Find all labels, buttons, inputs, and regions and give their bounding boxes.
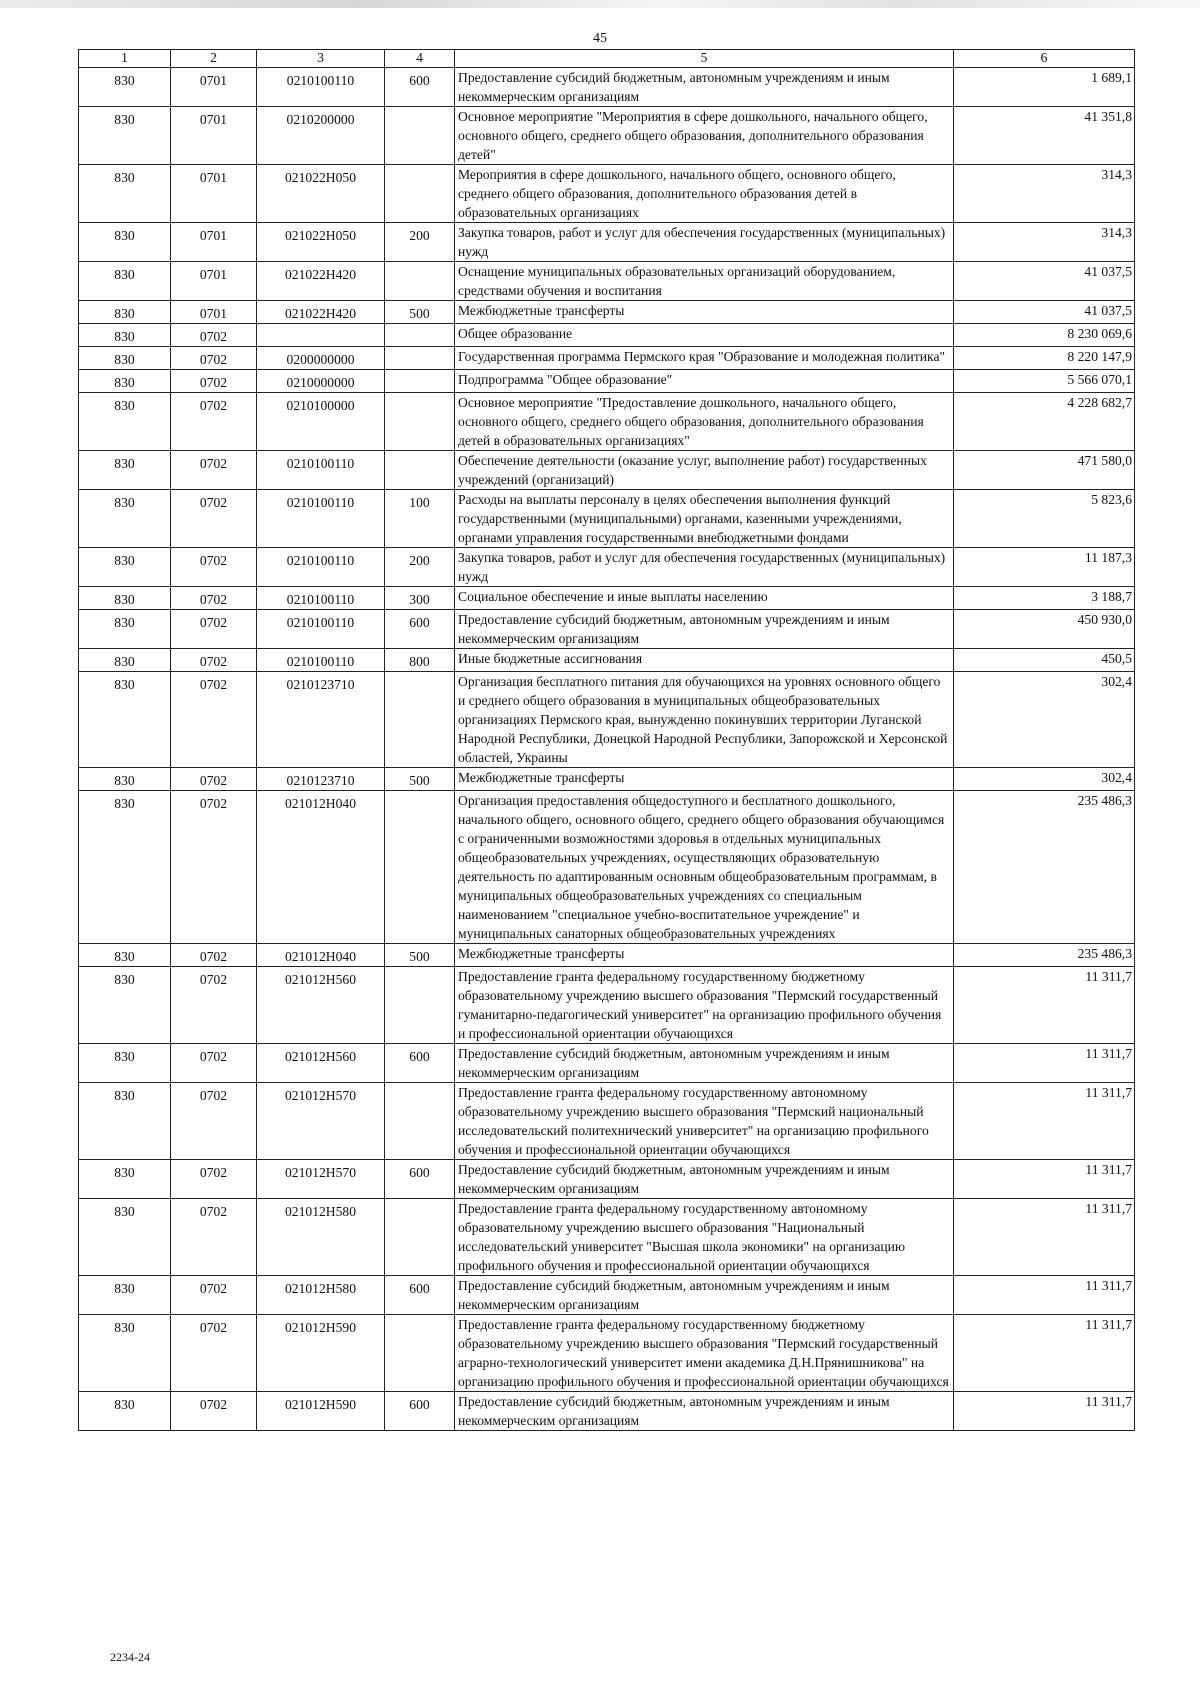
cell-target-article: 021022Н050 [257,223,385,262]
cell-description: Мероприятия в сфере дошкольного, начального общего, основного общего, среднего общего образования, дополнительного образования детей в образовательных организациях [455,165,954,223]
cell-expense-type: 600 [385,1276,455,1315]
cell-section-code: 0702 [171,393,257,451]
table-row [79,944,1135,967]
cell-section-code: 0702 [171,324,257,347]
cell-description: Предоставление гранта федеральному государственному бюджетному образовательному учреждению высшего образования "Пермский государственный аграрно-технологический университет имени академика Д.Н.Прянишникова" на организацию профильного обучения и профессиональной ориентации обучающихся [455,1315,954,1392]
cell-ministry-code: 830 [79,490,171,548]
cell-amount: 471 580,0 [954,451,1135,490]
table-row [79,649,1135,672]
cell-target-article: 021022Н420 [257,262,385,301]
cell-ministry-code: 830 [79,967,171,1044]
cell-section-code: 0702 [171,768,257,791]
header-col-5: 5 [455,50,954,68]
cell-description: Предоставление гранта федеральному государственному автономному образовательному учреждению высшего образования "Национальный исследовательский университет "Высшая школа экономики" на организацию профильного обучения и профессиональной ориентации обучающихся [455,1199,954,1276]
table-row [79,347,1135,370]
footer-code: 2234-24 [110,1650,150,1664]
cell-description: Предоставление гранта федеральному государственному бюджетному образовательному учреждению высшего образования "Пермский государственный гуманитарно-педагогический университет" на организацию профильного обучения и профессиональной ориентации обучающихся [455,967,954,1044]
cell-expense-type [385,347,455,370]
cell-section-code: 0702 [171,451,257,490]
table-row [79,107,1135,165]
cell-ministry-code: 830 [79,347,171,370]
cell-amount: 302,4 [954,672,1135,768]
cell-expense-type [385,165,455,223]
table-row [79,393,1135,451]
cell-expense-type: 300 [385,587,455,610]
cell-target-article: 021012Н040 [257,944,385,967]
cell-description: Основное мероприятие "Предоставление дошкольного, начального общего, основного общего, среднего общего образования, дополнительного образования детей в образовательных организациях" [455,393,954,451]
cell-section-code: 0702 [171,944,257,967]
cell-amount: 11 311,7 [954,1315,1135,1392]
cell-target-article: 0210100110 [257,610,385,649]
cell-amount: 11 311,7 [954,1276,1135,1315]
cell-expense-type [385,672,455,768]
cell-description: Оснащение муниципальных образовательных организаций оборудованием, средствами обучения и воспитания [455,262,954,301]
table-row [79,967,1135,1044]
cell-description: Основное мероприятие "Мероприятия в сфере дошкольного, начального общего, основного общего, среднего общего образования, дополнительного образования детей" [455,107,954,165]
header-row [79,50,1135,68]
table-row [79,370,1135,393]
cell-amount: 8 220 147,9 [954,347,1135,370]
cell-ministry-code: 830 [79,548,171,587]
table-row [79,587,1135,610]
cell-target-article [257,324,385,347]
cell-target-article: 021012Н580 [257,1276,385,1315]
cell-ministry-code: 830 [79,451,171,490]
cell-amount: 235 486,3 [954,944,1135,967]
cell-ministry-code: 830 [79,1276,171,1315]
cell-section-code: 0702 [171,1160,257,1199]
cell-ministry-code: 830 [79,1199,171,1276]
header-col-3: 3 [257,50,385,68]
cell-description: Закупка товаров, работ и услуг для обеспечения государственных (муниципальных) нужд [455,548,954,587]
cell-target-article: 0210100110 [257,451,385,490]
cell-target-article: 021012Н560 [257,967,385,1044]
cell-target-article: 021012Н580 [257,1199,385,1276]
cell-section-code: 0702 [171,1315,257,1392]
cell-section-code: 0702 [171,1276,257,1315]
cell-ministry-code: 830 [79,393,171,451]
cell-section-code: 0702 [171,649,257,672]
table-row [79,1392,1135,1431]
table-row [79,1276,1135,1315]
cell-target-article: 021012Н570 [257,1160,385,1199]
cell-target-article: 0210100110 [257,548,385,587]
cell-amount: 450 930,0 [954,610,1135,649]
table-row [79,451,1135,490]
table-row [79,1083,1135,1160]
cell-expense-type: 800 [385,649,455,672]
header-col-4: 4 [385,50,455,68]
cell-ministry-code: 830 [79,1160,171,1199]
cell-ministry-code: 830 [79,768,171,791]
cell-ministry-code: 830 [79,1315,171,1392]
cell-section-code: 0702 [171,587,257,610]
cell-description: Предоставление субсидий бюджетным, автономным учреждениям и иным некоммерческим организациям [455,1276,954,1315]
cell-section-code: 0701 [171,301,257,324]
cell-target-article: 0210100000 [257,393,385,451]
cell-target-article: 0210123710 [257,672,385,768]
cell-amount: 11 311,7 [954,1044,1135,1083]
table-row [79,791,1135,944]
cell-target-article: 021022Н050 [257,165,385,223]
cell-ministry-code: 830 [79,370,171,393]
cell-section-code: 0702 [171,548,257,587]
cell-description: Общее образование [455,324,954,347]
cell-expense-type [385,370,455,393]
cell-amount: 8 230 069,6 [954,324,1135,347]
cell-ministry-code: 830 [79,1044,171,1083]
cell-expense-type: 100 [385,490,455,548]
cell-description: Предоставление субсидий бюджетным, автономным учреждениям и иным некоммерческим организациям [455,1160,954,1199]
cell-expense-type [385,1083,455,1160]
cell-target-article: 0210000000 [257,370,385,393]
header-col-1: 1 [79,50,171,68]
table-row [79,1199,1135,1276]
table-row [79,1160,1135,1199]
cell-description: Предоставление субсидий бюджетным, автономным учреждениям и иным некоммерческим организациям [455,1044,954,1083]
cell-description: Обеспечение деятельности (оказание услуг, выполнение работ) государственных учреждений (организаций) [455,451,954,490]
cell-description: Расходы на выплаты персоналу в целях обеспечения выполнения функций государственными (муниципальными) органами, казенными учреждениями, органами управления государственными внебюджетными фондами [455,490,954,548]
cell-target-article: 021012Н570 [257,1083,385,1160]
cell-amount: 314,3 [954,223,1135,262]
cell-ministry-code: 830 [79,791,171,944]
cell-description: Закупка товаров, работ и услуг для обеспечения государственных (муниципальных) нужд [455,223,954,262]
cell-amount: 11 311,7 [954,1392,1135,1431]
table-row [79,324,1135,347]
table-row [79,548,1135,587]
cell-target-article: 021022Н420 [257,301,385,324]
cell-ministry-code: 830 [79,672,171,768]
cell-expense-type [385,451,455,490]
cell-section-code: 0702 [171,370,257,393]
cell-expense-type [385,967,455,1044]
cell-target-article: 0210200000 [257,107,385,165]
table-row [79,610,1135,649]
table-row [79,672,1135,768]
cell-target-article: 0210123710 [257,768,385,791]
cell-amount: 314,3 [954,165,1135,223]
cell-expense-type: 200 [385,223,455,262]
cell-ministry-code: 830 [79,165,171,223]
cell-section-code: 0702 [171,1392,257,1431]
cell-expense-type: 600 [385,1392,455,1431]
cell-description: Организация бесплатного питания для обучающихся на уровнях основного общего и среднего общего образования в муниципальных общеобразовательных организациях Пермского края, вынужденно покинувших территории Луганской Народной Республики, Донецкой Народной Республики, Запорожской и Херсонской областей, Украины [455,672,954,768]
table-row [79,1315,1135,1392]
table-row [79,301,1135,324]
table-body [79,68,1135,1431]
cell-description: Предоставление гранта федеральному государственному автономному образовательному учреждению высшего образования "Пермский национальный исследовательский политехнический университет" на организацию профильного обучения и профессиональной ориентации обучающихся [455,1083,954,1160]
cell-section-code: 0701 [171,262,257,301]
budget-table-container [78,49,1134,1431]
cell-ministry-code: 830 [79,649,171,672]
cell-description: Межбюджетные трансферты [455,944,954,967]
cell-description: Государственная программа Пермского края "Образование и молодежная политика" [455,347,954,370]
cell-section-code: 0702 [171,347,257,370]
cell-ministry-code: 830 [79,944,171,967]
table-row [79,1044,1135,1083]
cell-expense-type [385,393,455,451]
cell-amount: 3 188,7 [954,587,1135,610]
cell-amount: 41 037,5 [954,262,1135,301]
cell-amount: 1 689,1 [954,68,1135,107]
cell-ministry-code: 830 [79,301,171,324]
cell-target-article: 0200000000 [257,347,385,370]
cell-expense-type [385,324,455,347]
cell-section-code: 0702 [171,490,257,548]
table-row [79,68,1135,107]
cell-expense-type [385,262,455,301]
cell-target-article: 0210100110 [257,490,385,548]
cell-amount: 11 311,7 [954,1199,1135,1276]
table-row [79,768,1135,791]
cell-amount: 11 187,3 [954,548,1135,587]
cell-expense-type: 200 [385,548,455,587]
cell-expense-type: 600 [385,68,455,107]
cell-section-code: 0702 [171,1044,257,1083]
header-col-6: 6 [954,50,1135,68]
cell-section-code: 0702 [171,967,257,1044]
cell-amount: 41 037,5 [954,301,1135,324]
cell-expense-type: 500 [385,944,455,967]
scan-edge [0,0,1200,8]
cell-section-code: 0701 [171,165,257,223]
cell-amount: 302,4 [954,768,1135,791]
cell-expense-type: 500 [385,768,455,791]
cell-target-article: 0210100110 [257,649,385,672]
cell-amount: 450,5 [954,649,1135,672]
cell-target-article: 021012Н590 [257,1392,385,1431]
cell-section-code: 0701 [171,68,257,107]
cell-expense-type: 600 [385,610,455,649]
cell-ministry-code: 830 [79,262,171,301]
cell-ministry-code: 830 [79,1392,171,1431]
cell-expense-type [385,1199,455,1276]
table-row [79,165,1135,223]
cell-ministry-code: 830 [79,587,171,610]
cell-ministry-code: 830 [79,610,171,649]
cell-section-code: 0702 [171,1083,257,1160]
cell-amount: 5 566 070,1 [954,370,1135,393]
cell-expense-type: 600 [385,1044,455,1083]
cell-expense-type [385,791,455,944]
cell-ministry-code: 830 [79,1083,171,1160]
cell-expense-type [385,1315,455,1392]
cell-ministry-code: 830 [79,324,171,347]
header-col-2: 2 [171,50,257,68]
cell-description: Предоставление субсидий бюджетным, автономным учреждениям и иным некоммерческим организациям [455,610,954,649]
cell-amount: 11 311,7 [954,967,1135,1044]
cell-description: Иные бюджетные ассигнования [455,649,954,672]
cell-section-code: 0702 [171,1199,257,1276]
cell-description: Предоставление субсидий бюджетным, автономным учреждениям и иным некоммерческим организациям [455,68,954,107]
page-number: 45 [593,31,607,46]
cell-description: Межбюджетные трансферты [455,301,954,324]
cell-description: Предоставление субсидий бюджетным, автономным учреждениям и иным некоммерческим организациям [455,1392,954,1431]
table-row [79,262,1135,301]
table-row [79,490,1135,548]
cell-amount: 11 311,7 [954,1160,1135,1199]
cell-target-article: 021012Н040 [257,791,385,944]
cell-expense-type [385,107,455,165]
cell-section-code: 0702 [171,672,257,768]
cell-ministry-code: 830 [79,68,171,107]
cell-amount: 4 228 682,7 [954,393,1135,451]
cell-description: Подпрограмма "Общее образование" [455,370,954,393]
cell-section-code: 0701 [171,223,257,262]
cell-target-article: 0210100110 [257,68,385,107]
cell-section-code: 0702 [171,610,257,649]
cell-description: Социальное обеспечение и иные выплаты населению [455,587,954,610]
cell-target-article: 021012Н590 [257,1315,385,1392]
cell-section-code: 0701 [171,107,257,165]
cell-target-article: 021012Н560 [257,1044,385,1083]
table-row [79,223,1135,262]
cell-section-code: 0702 [171,791,257,944]
cell-description: Организация предоставления общедоступного и бесплатного дошкольного, начального общего, основного общего, среднего общего образования обучающимся с ограниченными возможностями здоровья в отдельных муниципальных общеобразовательных учреждениях, осуществляющих образовательную деятельность по адаптированным основным общеобразовательным программам, в муниципальных общеобразовательных учреждениях со специальным наименованием "специальное учебно-воспитательное учреждение" и муниципальных санаторных общеобразовательных учреждениях [455,791,954,944]
cell-target-article: 0210100110 [257,587,385,610]
cell-ministry-code: 830 [79,107,171,165]
cell-expense-type: 600 [385,1160,455,1199]
cell-ministry-code: 830 [79,223,171,262]
cell-amount: 5 823,6 [954,490,1135,548]
cell-amount: 235 486,3 [954,791,1135,944]
cell-amount: 41 351,8 [954,107,1135,165]
cell-expense-type: 500 [385,301,455,324]
cell-description: Межбюджетные трансферты [455,768,954,791]
cell-amount: 11 311,7 [954,1083,1135,1160]
budget-table [78,49,1135,1431]
